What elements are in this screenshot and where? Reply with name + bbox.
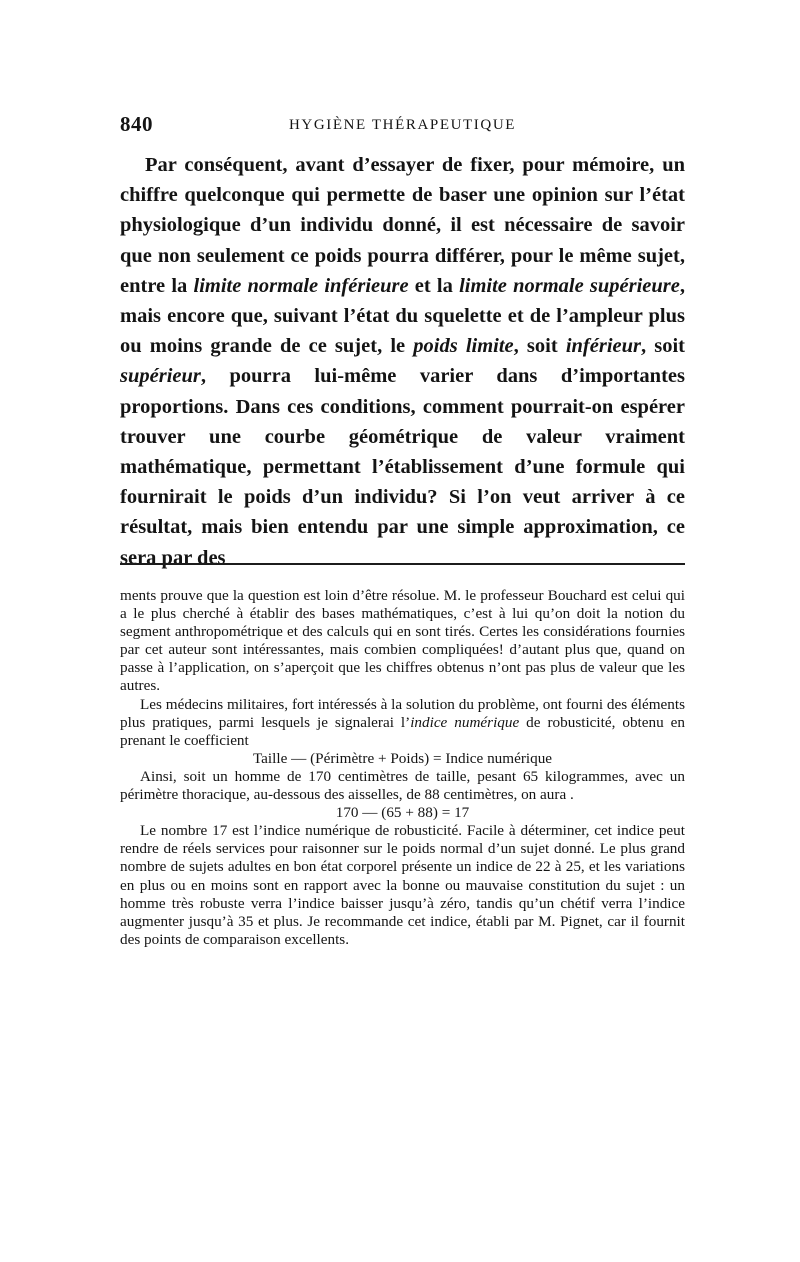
italic-term: poids limite xyxy=(413,335,514,358)
text-run: Par conséquent, avant d’essayer de fixer, pour mémoire, un chiffre quelconque qui permette de baser une opinion sur l’état physiologique d’un individu donné, il est nécessaire de savoir que non seulement ce poids pourra différer, pour le même sujet, entre la xyxy=(120,154,685,297)
text-run: , soit xyxy=(513,335,566,358)
footnote xyxy=(120,587,685,949)
footnote-paragraph: Le nombre 17 est l’indice numérique de robusticité. Facile à déterminer, cet indice peut rendre de réels services pour raisonner sur le poids normal d’un sujet donné. Le plus grand nombre de sujets adultes en bon état corporel présente un indice de 22 à 25, et les variations en plus ou en moins sont en rapport avec la bonne ou mauvaise constitution du sujet : un homme très robuste verra l’indice baisser jusqu’à zéro, tandis qu’un chétif verra l’indice augmenter jusqu’à 35 et plus. Je recommande cet indice, établi par M. Pignet, car il fournit des points de comparaison excellents. xyxy=(120,822,685,948)
text-run: , mais encore que, suivant l’état du squelette et de l’ampleur plus ou moins grande de ce sujet, le xyxy=(120,274,685,358)
footnote-divider xyxy=(120,563,685,565)
italic-term: limite normale inférieure xyxy=(193,274,409,297)
footnote-paragraph xyxy=(120,696,685,750)
formula: 170 — (65 + 88) = 17 xyxy=(335,804,470,822)
footnote-paragraph: Ainsi, soit un homme de 170 centimètres de taille, pesant 65 kilogrammes, avec un périmètre thoracique, au-dessous des aisselles, de 88 centimètres, on aura . xyxy=(120,767,685,804)
main-text xyxy=(120,150,685,573)
page-number: 840 xyxy=(120,112,153,136)
italic-term: supérieur xyxy=(120,365,201,388)
italic-term: indice numérique xyxy=(410,713,520,731)
italic-term: limite normale supérieure xyxy=(459,274,680,297)
text-run: , soit xyxy=(641,335,686,358)
text-run: , pourra lui-même varier dans d’importantes proportions. Dans ces conditions, comment pourrait-on espérer trouver une courbe géométrique de valeur vraiment mathématique, permettant l’établissement d’une formule qui fournirait le poids d’un individu? Si l’on veut arriver à ce résultat, mais bien entendu par une simple approximation, ce sera par des xyxy=(120,365,685,569)
formula: Taille — (Périmètre + Poids) = Indice numérique xyxy=(252,749,553,767)
italic-term: inférieur xyxy=(565,335,641,358)
text-run: Les médecins militaires, fort intéressés à la solution du problème, ont fourni des éléments plus pratiques, parmi lesquels je signalerai l’ xyxy=(120,695,685,731)
page-header xyxy=(120,112,685,144)
main-paragraph xyxy=(120,150,685,573)
running-title: HYGIÈNE THÉRAPEUTIQUE xyxy=(288,117,517,133)
text-run: et la xyxy=(408,274,460,297)
text-run: de robusticité, obtenu en prenant le coefficient xyxy=(120,713,685,749)
footnote-paragraph: ments prouve que la question est loin d’être résolue. M. le professeur Bouchard est celui qui a le plus cherché à établir des bases mathématiques, c’est à lui qu’on doit la notion du segment anthropométrique et des calculs qui en sont tirés. Certes les considérations fournies par cet auteur sont intéressantes, mais combien compliquées! d’autant plus que, quand on passe à l’application, on s’aperçoit que les chiffres obtenus n’ont pas plus de valeur que les autres. xyxy=(120,587,685,695)
